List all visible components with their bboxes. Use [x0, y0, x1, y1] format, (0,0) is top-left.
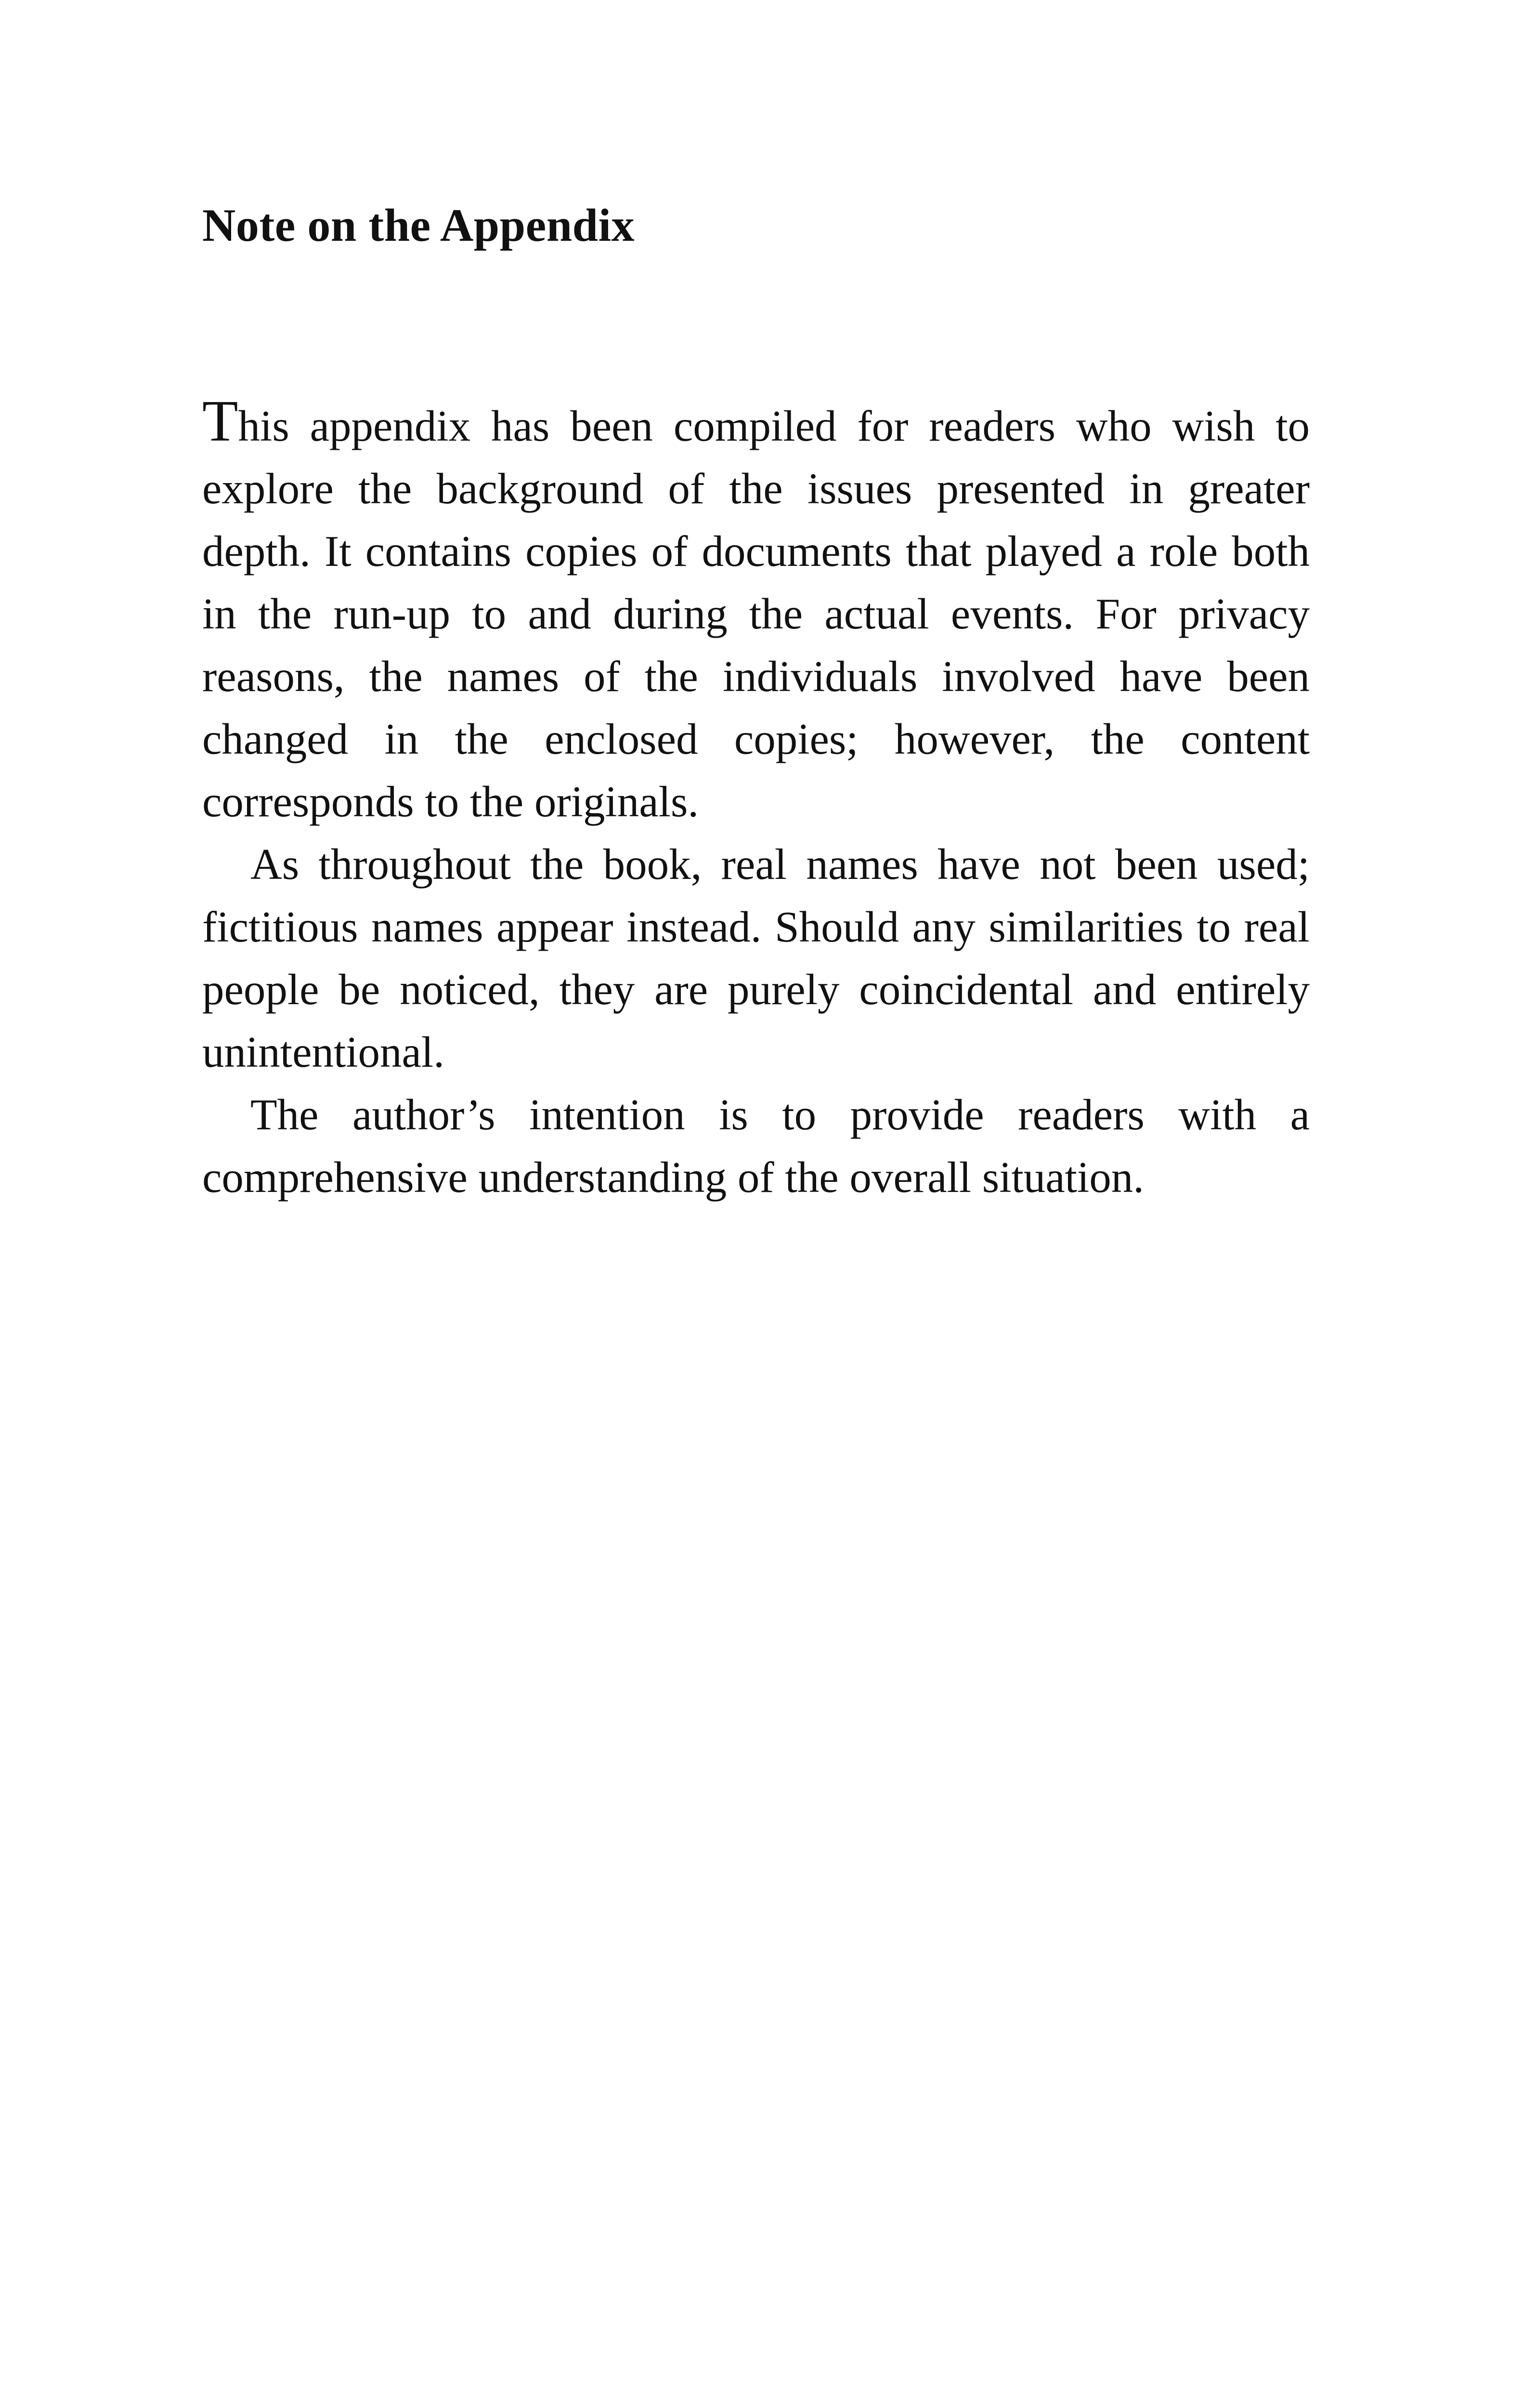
paragraph-names: As throughout the book, real names have not been used; fictitious names appear instead. Should any similarities to real people be noticed, they are purely coincidental and entirely unintentional.: [202, 840, 1310, 1076]
page-heading: Note on the Appendix: [202, 199, 635, 251]
paragraph-intention: The author’s intention is to provide readers with a comprehensive understanding of the overall situation.: [202, 1090, 1310, 1202]
paragraph-intro: [202, 390, 1310, 833]
paragraph-intro-text: his appendix has been compiled for readers who wish to explore the background of the issues presented in greater depth. It contains copies of documents that played a role both in the run-up to and during the actual events. For privacy reasons, the names of the individuals involved have been changed in the enclosed copies; however, the content corresponds to the originals.: [202, 402, 1310, 826]
initial-letter: T: [202, 389, 238, 454]
body-text: [202, 390, 1310, 1209]
